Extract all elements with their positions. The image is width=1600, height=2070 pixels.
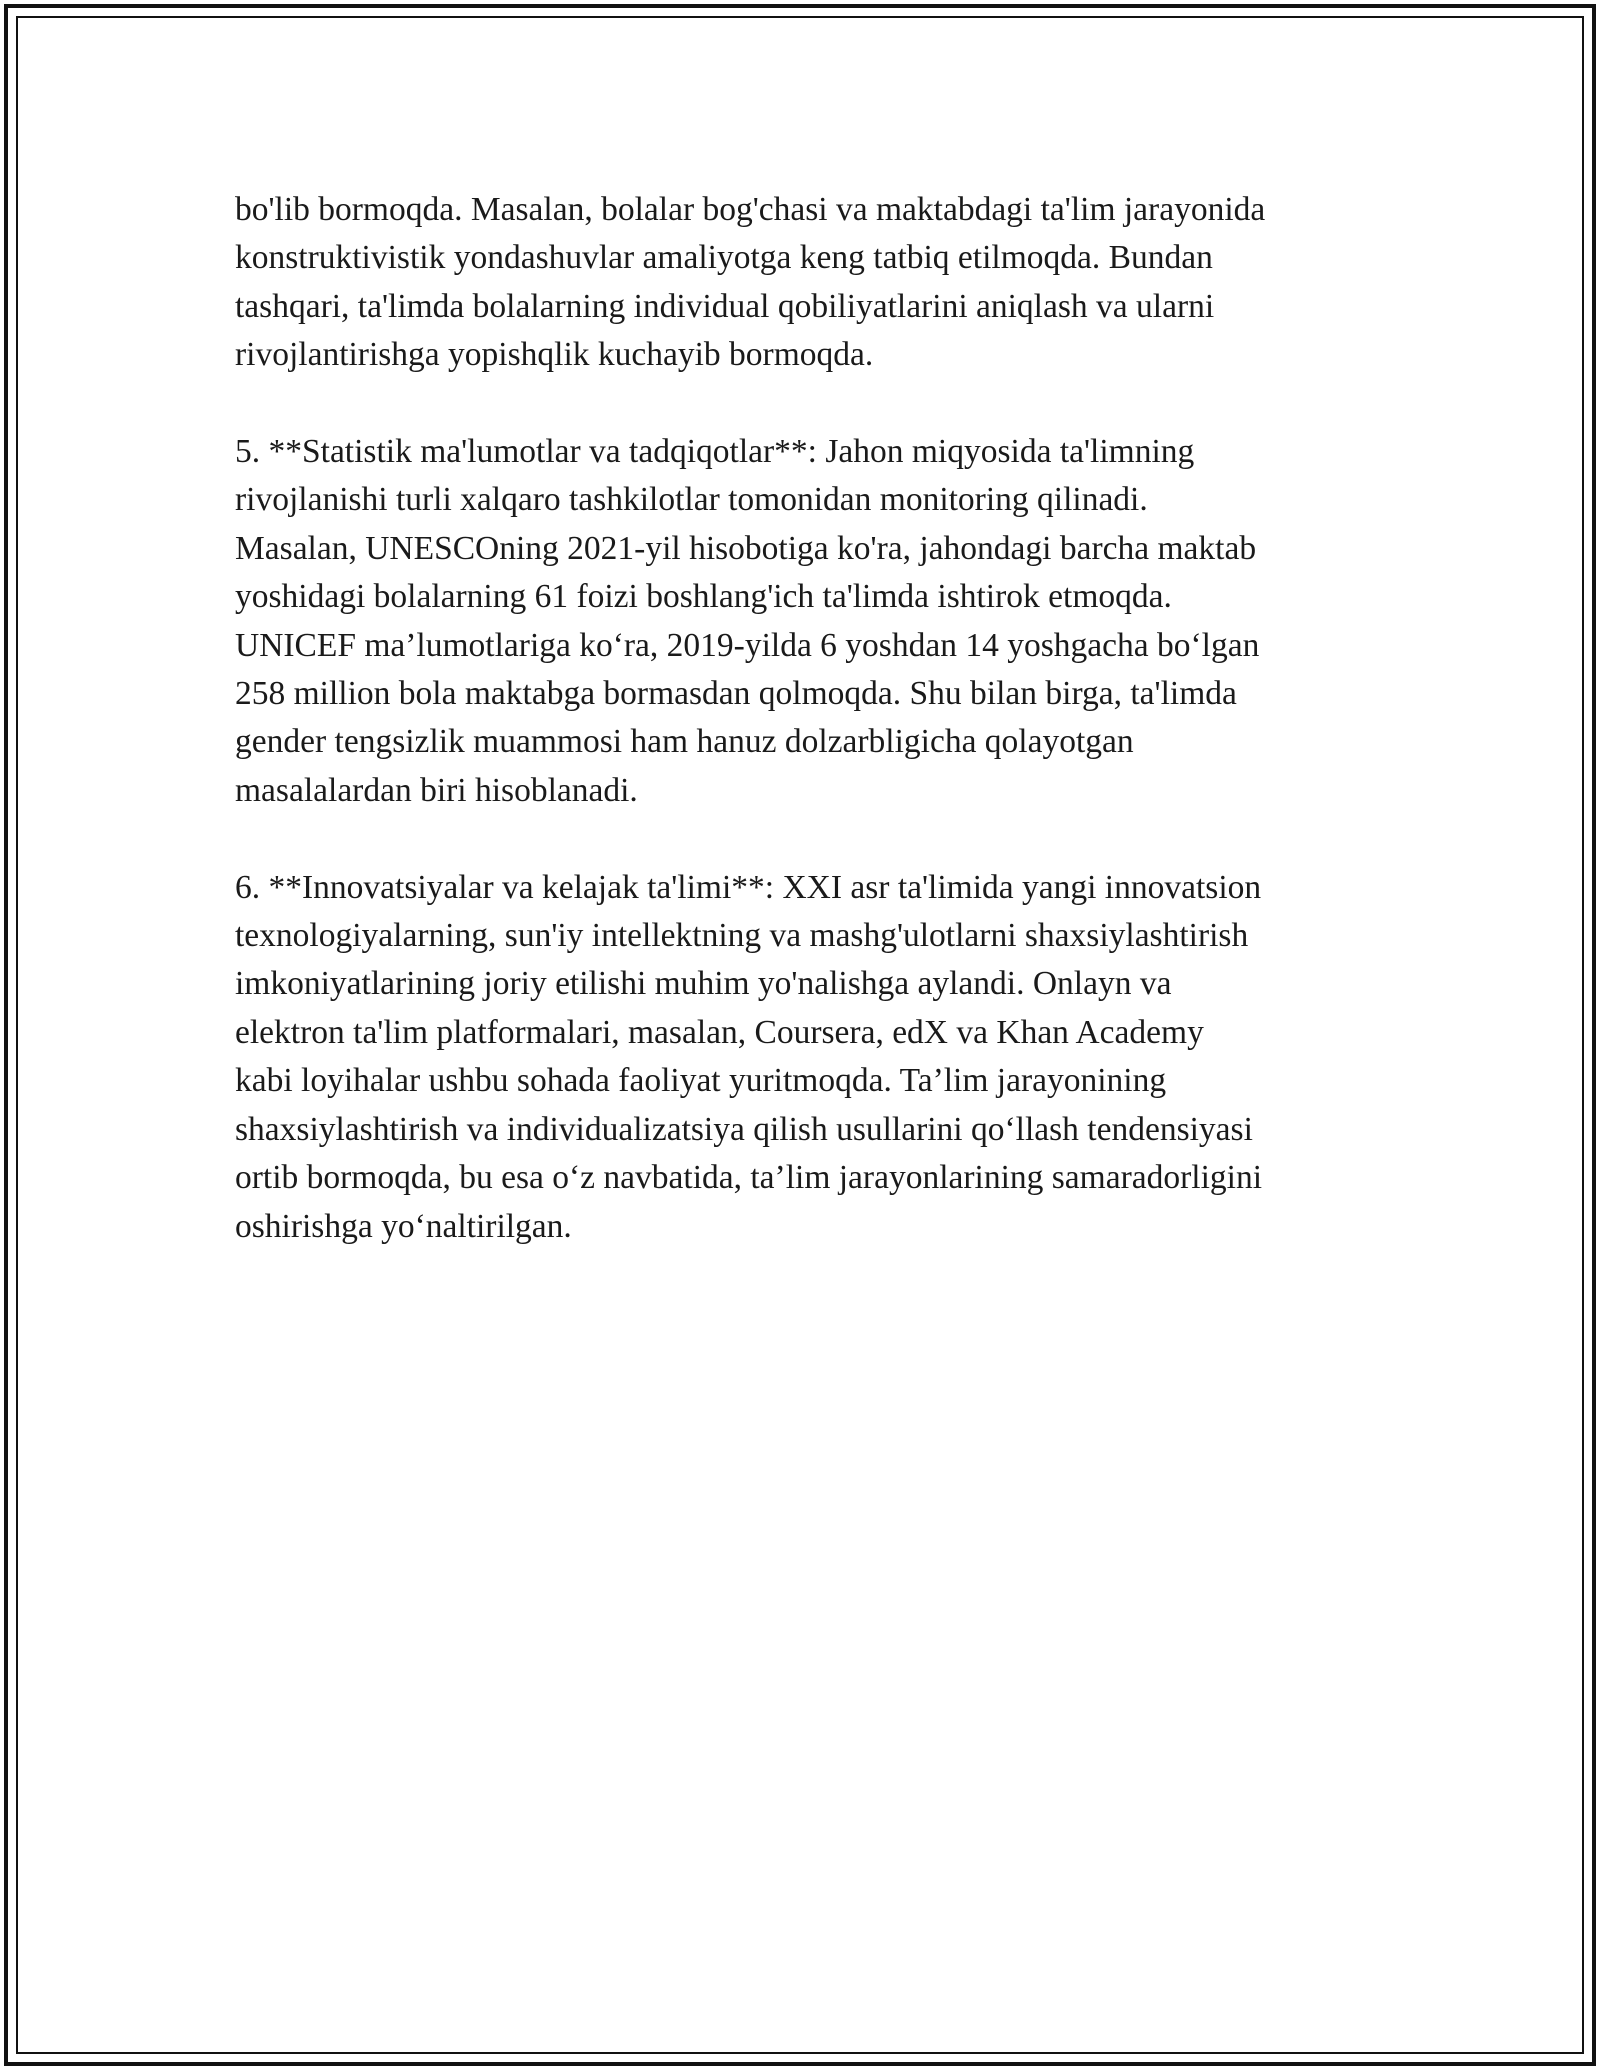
text-line: 6. **Innovatsiyalar va kelajak ta'limi**: XXI asr ta'limida yangi innovatsion xyxy=(235,868,1262,906)
paragraph-1 xyxy=(235,186,1365,380)
text-line: yoshidagi bolalarning 61 foizi boshlang'ich ta'limda ishtirok etmoqda. xyxy=(235,578,1172,616)
text-line: tashqari, ta'limda bolalarning individual qobiliyatlarini aniqlash va ularni xyxy=(235,287,1215,325)
text-line: bo'lib bormoqda. Masalan, bolalar bog'chasi va maktabdagi ta'lim jarayonida xyxy=(235,191,1266,228)
text-line: oshirishga yo‘naltirilgan. xyxy=(235,1207,572,1245)
text-line: elektron ta'lim platformalari, masalan, Coursera, edX va Khan Academy xyxy=(235,1013,1204,1051)
text-line: 258 million bola maktabga bormasdan qolmoqda. Shu bilan birga, ta'limda xyxy=(235,675,1237,713)
text-line: kabi loyihalar ushbu sohada faoliyat yuritmoqda. Ta’lim jarayonining xyxy=(235,1062,1167,1100)
text-line: UNICEF ma’lumotlariga ko‘ra, 2019-yilda 6 yoshdan 14 yoshgacha bo‘lgan xyxy=(235,626,1260,664)
text-line: Masalan, UNESCOning 2021-yil hisobotiga ko'ra, jahondagi barcha maktab xyxy=(235,529,1257,567)
text-line: masalalardan biri hisoblanadi. xyxy=(235,771,638,809)
text-line: gender tengsizlik muammosi ham hanuz dolzarbligicha qolayotgan xyxy=(235,723,1134,761)
document-body xyxy=(235,186,1365,1299)
text-line: konstruktivistik yondashuvlar amaliyotga keng tatbiq etilmoqda. Bundan xyxy=(235,239,1213,277)
text-line: rivojlantirishga yopishqlik kuchayib bormoqda. xyxy=(235,336,874,374)
text-line: ortib bormoqda, bu esa o‘z navbatida, ta’lim jarayonlarining samaradorligini xyxy=(235,1159,1263,1197)
text-line: rivojlanishi turli xalqaro tashkilotlar tomonidan monitoring qilinadi. xyxy=(235,481,1148,519)
text-line: shaxsiylashtirish va individualizatsiya qilish usullarini qo‘llash tendensiyasi xyxy=(235,1110,1253,1148)
text-line: imkoniyatlarining joriy etilishi muhim yo'nalishga aylandi. Onlayn va xyxy=(235,965,1172,1003)
text-line: texnologiyalarning, sun'iy intellektning va mashg'ulotlarni shaxsiylashtirish xyxy=(235,917,1249,955)
paragraph-statistics xyxy=(235,428,1365,815)
text-line: 5. **Statistik ma'lumotlar va tadqiqotlar**: Jahon miqyosida ta'limning xyxy=(235,433,1195,471)
paragraph-innovations xyxy=(235,864,1365,1251)
